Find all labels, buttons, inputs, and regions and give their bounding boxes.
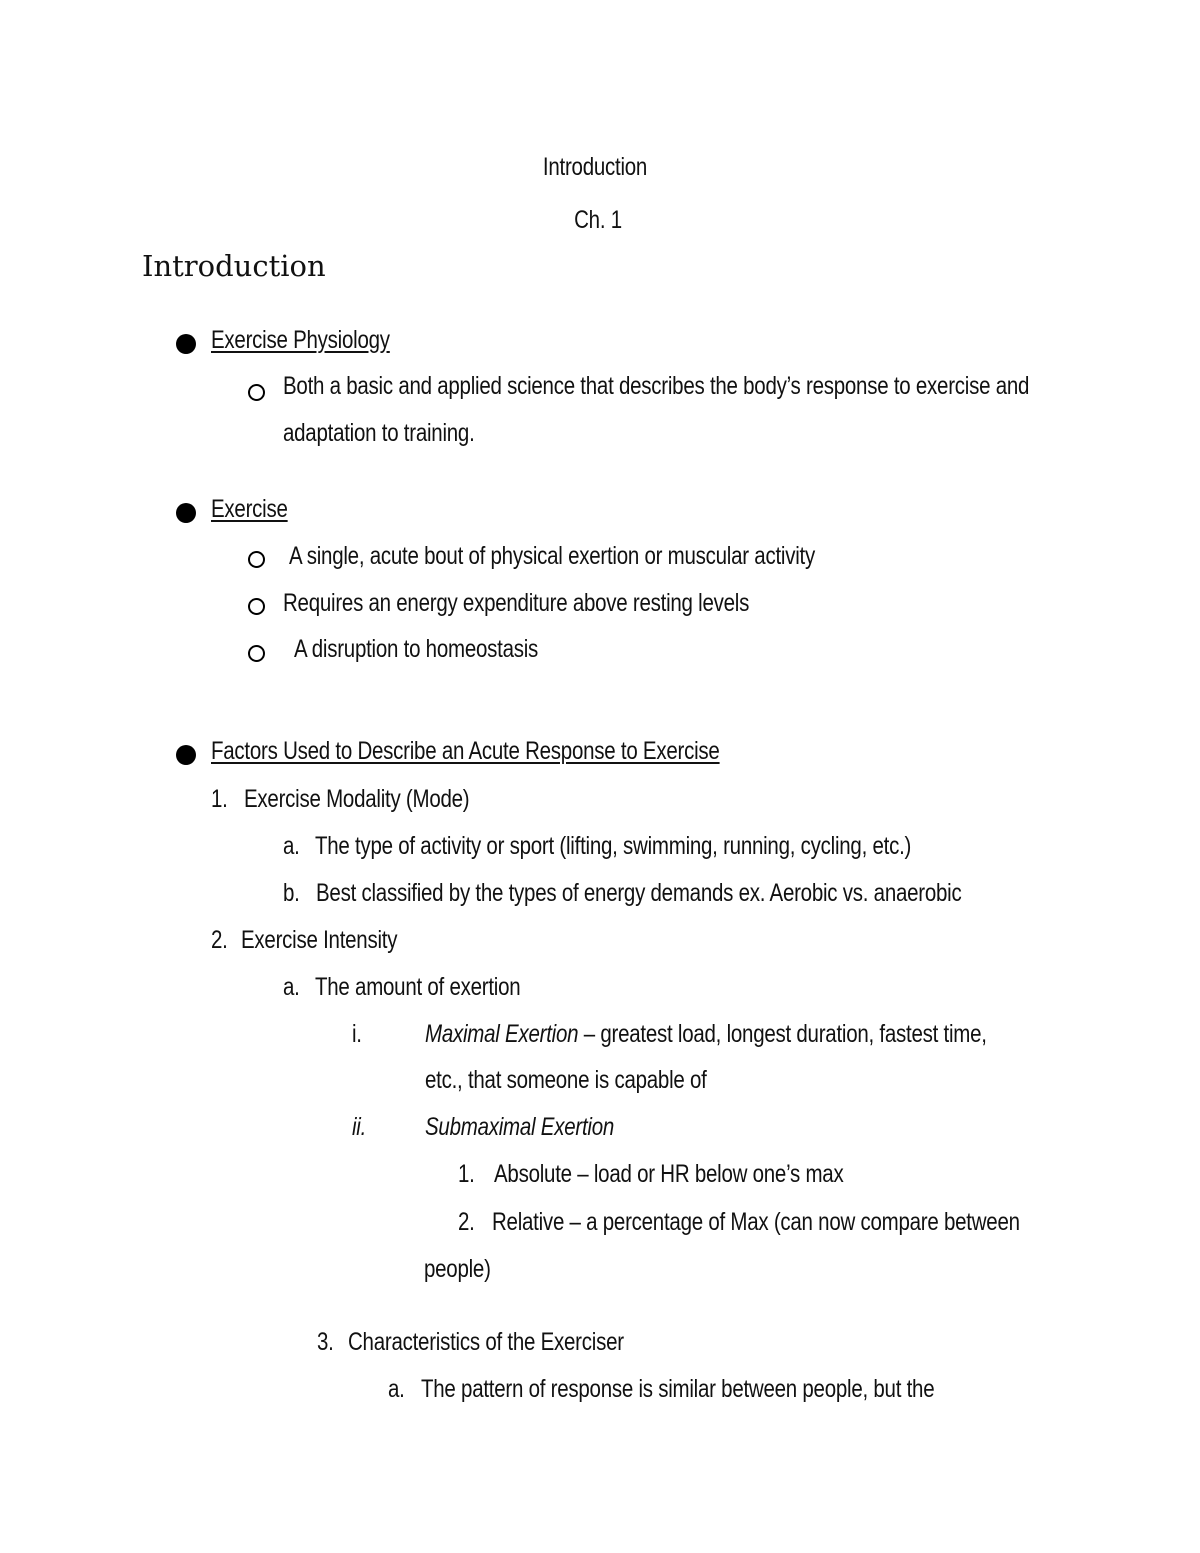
- roman-text: – greatest load, longest duration, fastest time,: [578, 1020, 987, 1048]
- section-title-exercise-physiology: Exercise Physiology: [211, 326, 390, 354]
- bullet-filled-icon: [176, 334, 196, 354]
- roman-term: Maximal Exertion: [425, 1020, 579, 1048]
- numbered-marker: 2.: [458, 1208, 475, 1236]
- section-title-factors: Factors Used to Describe an Acute Response to Exercise: [211, 737, 720, 765]
- list-item: Both a basic and applied science that describes the body’s response to exercise and: [283, 372, 1030, 400]
- factor-label: Characteristics of the Exerciser: [348, 1328, 624, 1356]
- bullet-filled-icon: [176, 745, 196, 765]
- factor-marker: 3.: [317, 1328, 334, 1356]
- subitem-text: Best classified by the types of energy demands ex. Aerobic vs. anaerobic: [316, 879, 962, 907]
- numbered-marker: 1.: [458, 1160, 475, 1188]
- factor-label: Exercise Intensity: [241, 926, 398, 954]
- list-item: Requires an energy expenditure above resting levels: [283, 589, 750, 617]
- bullet-filled-icon: [176, 503, 196, 523]
- bullet-hollow-icon: [248, 384, 265, 401]
- roman-item: [425, 1019, 987, 1049]
- subitem-text: The pattern of response is similar between people, but the: [421, 1375, 935, 1403]
- section-title-exercise: Exercise: [211, 495, 288, 523]
- document-title: Introduction: [542, 153, 648, 181]
- factor-marker: 2.: [211, 926, 228, 954]
- list-item: A single, acute bout of physical exertion or muscular activity: [289, 542, 815, 570]
- subitem-marker: a.: [388, 1375, 405, 1403]
- roman-term: Submaximal Exertion: [425, 1113, 615, 1141]
- bullet-hollow-icon: [248, 645, 265, 662]
- roman-marker: i.: [352, 1020, 362, 1048]
- factor-label: Exercise Modality (Mode): [244, 785, 470, 813]
- roman-marker: ii.: [352, 1113, 367, 1141]
- subitem-marker: a.: [283, 832, 300, 860]
- factor-marker: 1.: [211, 785, 228, 813]
- numbered-text: Relative – a percentage of Max (can now compare between: [492, 1208, 1020, 1236]
- subitem-marker: b.: [283, 879, 300, 907]
- numbered-text: Absolute – load or HR below one’s max: [494, 1160, 844, 1188]
- document-subtitle: Ch. 1: [574, 206, 622, 234]
- bullet-hollow-icon: [248, 551, 265, 568]
- list-item-continuation: adaptation to training.: [283, 419, 475, 447]
- numbered-continuation: people): [424, 1255, 491, 1283]
- subitem-text: The amount of exertion: [315, 973, 521, 1001]
- section-heading: Introduction: [142, 249, 326, 283]
- subitem-text: The type of activity or sport (lifting, swimming, running, cycling, etc.): [315, 832, 912, 860]
- subitem-marker: a.: [283, 973, 300, 1001]
- roman-continuation: etc., that someone is capable of: [425, 1066, 707, 1094]
- list-item: A disruption to homeostasis: [294, 635, 539, 663]
- bullet-hollow-icon: [248, 598, 265, 615]
